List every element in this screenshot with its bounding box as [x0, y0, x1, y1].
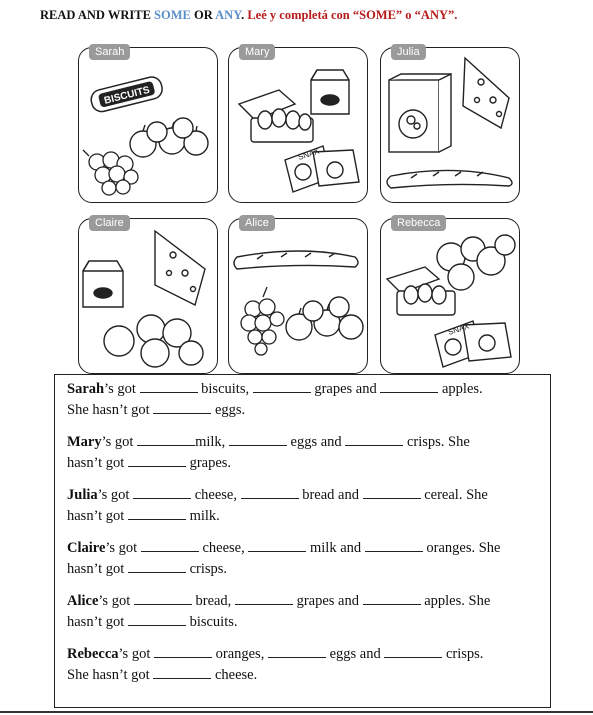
person-name: Mary	[67, 434, 102, 450]
sentence-text: hasn’t got	[67, 508, 128, 524]
answer-blank[interactable]	[365, 539, 423, 552]
sentence-text: ’s got	[104, 381, 140, 397]
sentence-text: biscuits.	[185, 614, 238, 630]
sentence-text: grapes.	[185, 455, 232, 471]
sentence-text: eggs.	[211, 402, 246, 418]
answer-blank[interactable]	[384, 645, 442, 658]
panel-claire	[78, 218, 218, 374]
crisps-bags-icon	[435, 321, 511, 367]
person-name: Alice	[67, 593, 99, 609]
sentence-text: oranges,	[211, 646, 268, 662]
answer-blank[interactable]	[229, 433, 287, 446]
snax-label: SNAX	[446, 321, 471, 337]
answer-blank[interactable]	[248, 539, 306, 552]
answer-blank[interactable]	[133, 486, 191, 499]
panel-alice	[228, 218, 368, 374]
milk-carton-icon	[311, 70, 349, 114]
panel-name-tag: Claire	[89, 215, 130, 231]
sentence-text: bread and	[298, 487, 363, 503]
biscuits-pack-icon	[89, 75, 164, 114]
title-or: OR	[190, 8, 216, 22]
cereal-box-icon	[389, 74, 451, 152]
sentence-alice	[67, 591, 490, 633]
sentence-text: biscuits,	[197, 381, 253, 397]
grapes-icon	[83, 150, 138, 195]
rebecca-food-illustration	[381, 219, 519, 373]
answer-blank[interactable]	[128, 507, 186, 520]
sentence-text: eggs and	[325, 646, 385, 662]
sentence-text: hasn’t got	[67, 561, 128, 577]
answer-blank[interactable]	[268, 645, 326, 658]
cheese-icon	[155, 231, 205, 305]
sentence-mary	[67, 432, 470, 474]
answer-blank[interactable]	[380, 380, 438, 393]
sentence-text: ’s got	[97, 487, 134, 503]
sentence-text: grapes and	[310, 381, 381, 397]
answer-blank[interactable]	[345, 433, 403, 446]
sentence-text: ’s got	[118, 646, 154, 662]
panel-name-tag: Alice	[239, 215, 275, 231]
answer-blank[interactable]	[128, 613, 186, 626]
apples-icon	[286, 297, 363, 340]
panel-mary	[228, 47, 368, 203]
sentence-sarah	[67, 379, 483, 421]
title-spanish: Leé y completá con “SOME” o “ANY”.	[244, 8, 458, 22]
crisps-bags-icon	[285, 146, 359, 192]
sentence-text: cheese,	[191, 487, 241, 503]
answer-blank[interactable]	[153, 666, 211, 679]
sentences-box	[54, 374, 551, 708]
person-name: Rebecca	[67, 646, 119, 662]
panel-name-tag: Rebecca	[391, 215, 446, 231]
answer-blank[interactable]	[141, 539, 199, 552]
sentence-text: She hasn’t got	[67, 667, 154, 683]
answer-blank[interactable]	[128, 454, 186, 467]
snax-label: SNAX	[296, 146, 321, 162]
person-name: Julia	[67, 487, 98, 503]
panel-sarah	[78, 47, 218, 203]
sentence-text: milk.	[185, 508, 220, 524]
sentence-text: hasn’t got	[67, 614, 128, 630]
sentence-text: bread,	[191, 593, 235, 609]
egg-box-icon	[387, 267, 455, 315]
sentence-text: ’s got	[101, 434, 138, 450]
sentence-text: cheese,	[198, 540, 249, 556]
apples-icon	[130, 118, 208, 157]
answer-blank[interactable]	[153, 401, 211, 414]
title-instruction: READ AND WRITE	[40, 8, 155, 22]
sentence-text: ’s got	[105, 540, 141, 556]
answer-blank[interactable]	[128, 560, 186, 573]
bread-icon	[234, 251, 358, 269]
bread-icon	[387, 170, 512, 188]
title-some: SOME	[154, 8, 191, 22]
sentence-text: oranges. She	[422, 540, 501, 556]
sentence-text: She hasn’t got	[67, 402, 154, 418]
sentence-text: cheese.	[211, 667, 258, 683]
answer-blank[interactable]	[154, 645, 212, 658]
person-name: Claire	[67, 540, 106, 556]
panel-julia	[380, 47, 520, 203]
sentence-text: milk,	[195, 434, 229, 450]
mary-food-illustration	[229, 48, 367, 202]
answer-blank[interactable]	[140, 380, 198, 393]
sentence-rebecca	[67, 644, 483, 686]
alice-food-illustration	[229, 219, 367, 373]
grapes-icon	[241, 287, 284, 355]
sentence-text: eggs and	[286, 434, 346, 450]
panel-name-tag: Sarah	[89, 44, 130, 60]
answer-blank[interactable]	[137, 433, 195, 446]
title-dot: .	[241, 8, 245, 22]
answer-blank[interactable]	[235, 592, 293, 605]
answer-blank[interactable]	[253, 380, 311, 393]
sentence-text: apples.	[438, 381, 483, 397]
answer-blank[interactable]	[363, 486, 421, 499]
sentence-text: milk and	[306, 540, 365, 556]
answer-blank[interactable]	[241, 486, 299, 499]
sarah-food-illustration	[79, 48, 217, 202]
sentence-text: crisps.	[442, 646, 484, 662]
page-bottom-divider	[0, 711, 593, 713]
oranges-icon	[104, 315, 203, 367]
answer-blank[interactable]	[363, 592, 421, 605]
sentence-text: grapes and	[292, 593, 363, 609]
answer-blank[interactable]	[134, 592, 192, 605]
sentence-text: crisps. She	[403, 434, 470, 450]
worksheet-title	[40, 8, 457, 23]
sentence-text: cereal. She	[420, 487, 488, 503]
panel-name-tag: Mary	[239, 44, 275, 60]
panel-rebecca	[380, 218, 520, 374]
person-name: Sarah	[67, 381, 105, 397]
sentence-text: hasn’t got	[67, 455, 128, 471]
sentence-text: apples. She	[420, 593, 491, 609]
title-any: ANY	[215, 8, 242, 22]
sentence-julia	[67, 485, 488, 527]
sentence-claire	[67, 538, 500, 580]
sentence-text: crisps.	[185, 561, 228, 577]
biscuits-label: BISCUITS	[103, 84, 152, 107]
claire-food-illustration	[79, 219, 217, 373]
milk-carton-icon	[83, 261, 123, 307]
cheese-icon	[463, 58, 509, 128]
egg-box-icon	[239, 90, 313, 142]
julia-food-illustration	[381, 48, 519, 202]
panel-name-tag: Julia	[391, 44, 426, 60]
sentence-text: ’s got	[98, 593, 134, 609]
oranges-icon	[437, 235, 515, 290]
